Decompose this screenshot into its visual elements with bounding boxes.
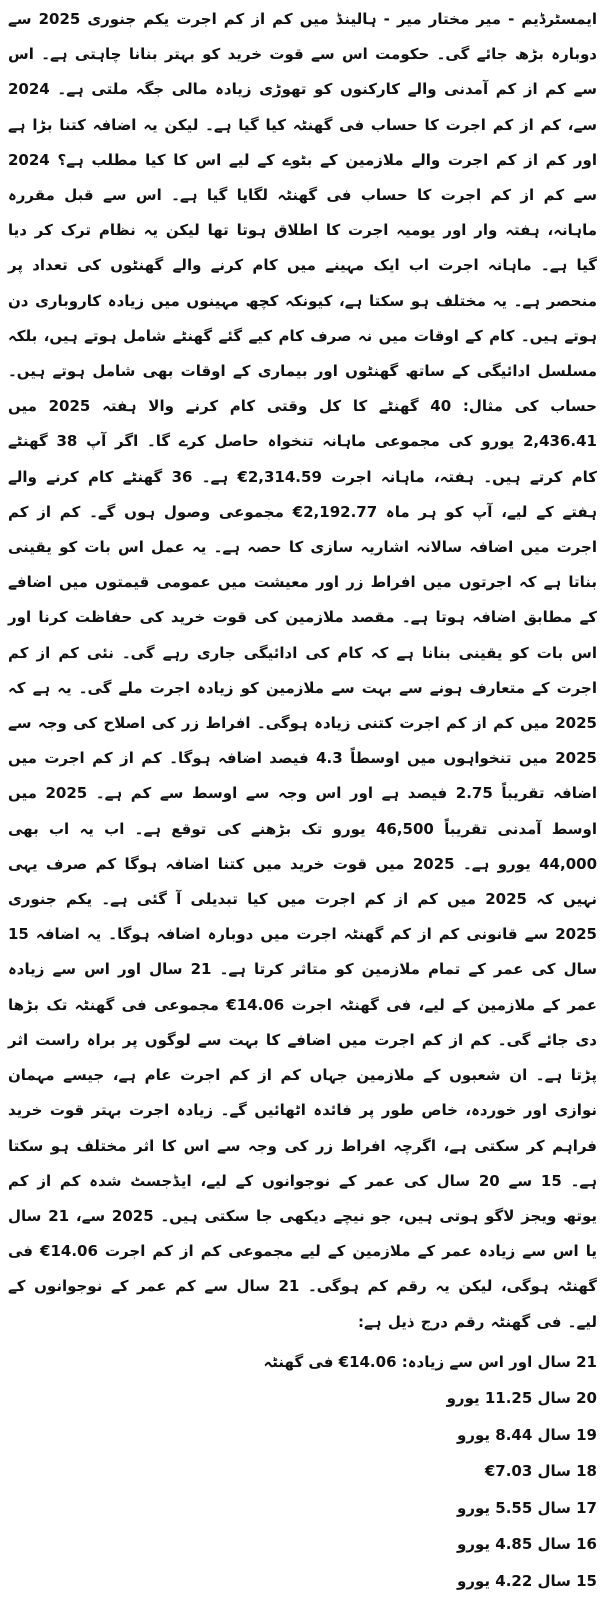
rate-item-15: 15 سال 4.22 یورو: [457, 1571, 597, 1590]
rate-item-18: 18 سال 7.03€: [484, 1462, 597, 1481]
rate-item-21-plus: 21 سال اور اس سے زیادہ: 14.06€ فی گھنٹہ: [263, 1352, 597, 1371]
rate-item-20: 20 سال 11.25 یورو: [446, 1389, 597, 1408]
rate-item-17: 17 سال 5.55 یورو: [457, 1498, 597, 1517]
article-body: ایمسٹرڈیم - میر مختار میر - ہالینڈ میں کم از کم اجرت یکم جنوری 2025 سے دوبارہ بڑھ جائے گی۔ حکومت اس سے قوت خرید کو بہتر بنانا چاہتی ہے۔ اس سے کم از کم آمدنی والے کارکنوں کو تھوڑی زیادہ مالی جگہ ملتی ہے۔ 2024 سے، کم از کم اجرت کا حساب فی گھنٹہ کیا گیا ہے۔ لیکن یہ اضافہ کتنا بڑا ہے اور کم از کم اجرت والے ملازمین کے بٹوے کے لیے اس کا کیا مطلب ہے؟ 2024 سے کم از کم اجرت کا حساب فی گھنٹہ لگایا گیا ہے۔ اس سے قبل مقررہ ماہانہ، ہفتہ وار اور یومیہ اجرت کا اطلاق ہوتا تھا لیکن یہ نظام ترک کر دیا گیا ہے۔ ماہانہ اجرت اب ایک مہینے میں کام کرنے والے گھنٹوں کی تعداد پر منحصر ہے۔ یہ مختلف ہو سکتا ہے، کیونکہ کچھ مہینوں میں زیادہ کاروباری دن ہوتے ہیں۔ کام کے اوقات میں نہ صرف کام کیے گئے گھنٹے شامل ہوتے ہیں، بلکہ مسلسل ادائیگی کے ساتھ گھنٹوں اور بیماری کے اوقات بھی شامل ہوتے ہیں۔ حساب کی مثال: 40 گھنٹے کا کل وقتی کام کرنے والا ہفتہ 2025 میں 2,436.41 یورو کی مجموعی ماہانہ تنخواہ حاصل کرے گا۔ اگر آپ 38 گھنٹے کام کرتے ہیں۔ ہفتہ، ماہانہ اجرت 2,314.59€ ہے۔ 36 گھنٹے کام کرنے والے ہفتے کے لیے، آپ کو ہر ماہ 2,192.77€ مجموعی وصول ہوں گے۔ کم از کم اجرت میں اضافہ سالانہ اشاریہ سازی کا حصہ ہے۔ یہ عمل اس بات کو یقینی بناتا ہے کہ اجرتوں میں افراط زر اور معیشت میں عمومی قیمتوں میں اضافے کے مطابق اضافہ ہوتا ہے۔ مقصد ملازمین کی قوت خرید کی حفاظت کرنا اور اس بات کو یقینی بنانا ہے کہ کام کی ادائیگی جاری رہے گی۔ نئی کم از کم اجرت کے متعارف ہونے سے بہت سے ملازمین کو زیادہ اجرت ملے گی۔ یہ ہے کہ 2025 میں کم از کم اجرت کتنی زیادہ ہوگی۔ افراط زر کی اصلاح کی وجہ سے 2025 میں تنخواہوں میں اوسطاً 4.3 فیصد اضافہ ہوگا۔ کم از کم اجرت میں اضافہ تقریباً 2.75 فیصد ہے اور اس وجہ سے اوسط سے کم ہے۔ 2025 میں اوسط آمدنی تقریباً 46,500 یورو تک بڑھنے کی توقع ہے۔ اب یہ اب بھی 44,000 یورو ہے۔ 2025 میں قوت خرید میں کتنا اضافہ ہوگا کم صرف یہی نہیں کہ 2025 میں کم از کم اجرت میں کیا تبدیلی آ گئی ہے۔ یکم جنوری 2025 سے قانونی کم از کم گھنٹہ اجرت میں دوبارہ اضافہ ہوگا۔ یہ اضافہ 15 سال کی عمر کے تمام ملازمین کو متاثر کرتا ہے۔ 21 سال اور اس سے زیادہ عمر کے ملازمین کے لیے، فی گھنٹہ اجرت 14.06€ مجموعی فی گھنٹہ تک بڑھا دی جائے گی۔ کم از کم اجرت میں اضافے کا بہت سے لوگوں پر براہ راست اثر پڑتا ہے۔ ان شعبوں کے ملازمین جہاں کم از کم اجرت عام ہے، جیسے مہمان نوازی اور خوردہ، خاص طور پر فائدہ اٹھائیں گے۔ زیادہ اجرت بہتر قوت خرید فراہم کر سکتی ہے، اگرچہ افراط زر کی وجہ سے اس کا اثر مختلف ہو سکتا ہے۔ 15 سے 20 سال کی عمر کے نوجوانوں کے لیے، ایڈجسٹ شدہ کم از کم یوتھ ویجز لاگو ہوتی ہیں، جو نیچے دیکھی جا سکتی ہیں۔ 2025 سے، 21 سال یا اس سے زیادہ عمر کے ملازمین کے لیے مجموعی کم از کم اجرت 14.06€ فی گھنٹہ ہوگی، لیکن یہ رقم کم ہوگی۔ 21 سال سے کم عمر کے نوجوانوں کے لیے۔ فی گھنٹہ رقم درج ذیل ہے:: [8, 10, 598, 1331]
rate-item-19: 19 سال 8.44 یورو: [457, 1425, 597, 1444]
hourly-rate-list: [8, 1344, 597, 1599]
rate-item-16: 16 سال 4.85 یورو: [457, 1535, 597, 1554]
